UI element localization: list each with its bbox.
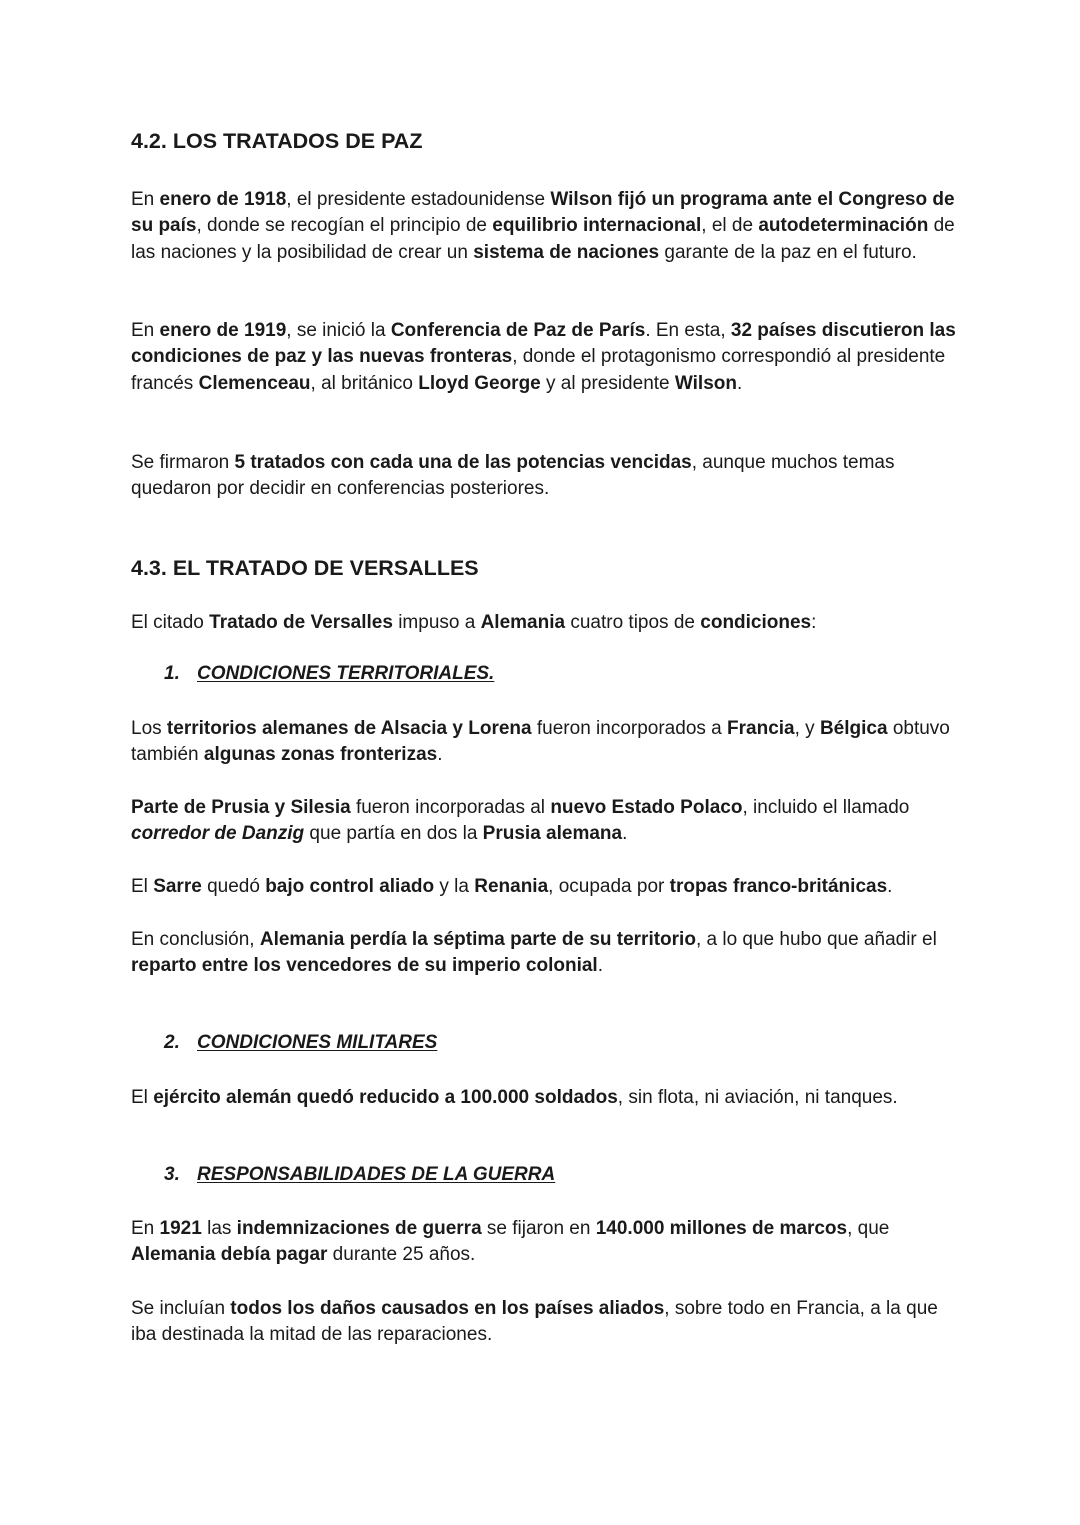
emphasis-text: corredor de Danzig: [131, 823, 305, 845]
paragraph-conferencia-paris: En enero de 1919, se inició la Conferencia de Paz de París. En esta, 32 países discutieron las condiciones de paz y las nuevas fronteras, donde el protagonismo correspondió al presidente francés Clemenceau, al británico Lloyd George y al presidente Wilson.: [131, 320, 956, 394]
paragraph-versalles-intro: El citado Tratado de Versalles impuso a Alemania cuatro tipos de condiciones:: [131, 612, 817, 633]
emphasis-text: Tratado de Versalles: [209, 612, 393, 633]
emphasis-text: 5 tratados con cada una de las potencias vencidas: [234, 452, 692, 473]
emphasis-text: equilibrio internacional: [492, 215, 702, 237]
subheading-responsabilidades-guerra: [164, 1164, 555, 1186]
emphasis-text: 32 países discutieron las condiciones de paz y las nuevas fronteras: [131, 320, 956, 368]
emphasis-text: Lloyd George: [418, 372, 541, 394]
emphasis-text: Clemenceau: [198, 372, 311, 394]
emphasis-text: Wilson: [674, 372, 737, 394]
emphasis-text: Wilson fijó un programa ante el Congreso de su país: [131, 189, 955, 237]
paragraph-alsacia-lorena: Los territorios alemanes de Alsacia y Lorena fueron incorporados a Francia, y Bélgica obtuvo también algunas zonas fronterizas.: [131, 718, 950, 766]
paragraph-indemnizaciones: En 1921 las indemnizaciones de guerra se fijaron en 140.000 millones de marcos, que Alemania debía pagar durante 25 años.: [131, 1218, 890, 1266]
subheading-number: 3.: [164, 1164, 180, 1185]
paragraph-prusia-silesia: Parte de Prusia y Silesia fueron incorporadas al nuevo Estado Polaco, incluido el llamado corredor de Danzig que partía en dos la Prusia alemana.: [131, 797, 910, 845]
subheading-title: RESPONSABILIDADES DE LA GUERRA: [197, 1164, 556, 1185]
emphasis-text: condiciones: [700, 612, 812, 633]
emphasis-text: algunas zonas fronterizas: [203, 744, 438, 766]
emphasis-text: sistema de naciones: [473, 241, 660, 263]
emphasis-text: enero de 1918: [159, 189, 287, 210]
emphasis-text: Alemania: [480, 612, 566, 633]
emphasis-text: ejército alemán quedó reducido a 100.000 soldados: [153, 1087, 618, 1108]
subheading-title: CONDICIONES TERRITORIALES.: [197, 663, 495, 684]
emphasis-text: indemnizaciones de guerra: [236, 1218, 482, 1239]
paragraph-wilson-programa: En enero de 1918, el presidente estadounidense Wilson fijó un programa ante el Congreso de su país, donde se recogían el principio de equilibrio internacional, el de autodeterminación de las naciones y la posibilidad de crear un sistema de naciones garante de la paz en el futuro.: [131, 189, 955, 263]
emphasis-text: Alemania debía pagar: [131, 1244, 328, 1266]
subheading-number: 2.: [164, 1032, 180, 1053]
emphasis-text: Francia: [727, 718, 795, 739]
subheading-number: 1.: [164, 663, 180, 684]
emphasis-text: bajo control aliado: [265, 876, 435, 897]
emphasis-text: Bélgica: [819, 718, 888, 739]
emphasis-text: Conferencia de Paz de París: [390, 320, 646, 341]
emphasis-text: 1921: [159, 1218, 202, 1239]
section-heading-tratado-versalles: 4.3. EL TRATADO DE VERSALLES: [131, 556, 479, 580]
emphasis-text: Renania: [474, 876, 549, 897]
subheading-condiciones-territoriales: [164, 663, 494, 685]
section-heading-tratados-de-paz: 4.2. LOS TRATADOS DE PAZ: [131, 129, 423, 153]
emphasis-text: Sarre: [153, 876, 202, 897]
paragraph-ejercito-aleman: El ejército alemán quedó reducido a 100.000 soldados, sin flota, ni aviación, ni tanques.: [131, 1087, 898, 1108]
emphasis-text: tropas franco-británicas: [669, 876, 888, 897]
paragraph-conclusion-territorio: En conclusión, Alemania perdía la séptima parte de su territorio, a lo que hubo que añadir el reparto entre los vencedores de su imperio colonial.: [131, 929, 937, 977]
emphasis-text: Alemania perdía la séptima parte de su territorio: [259, 929, 696, 950]
emphasis-text: todos los daños causados en los países aliados: [230, 1298, 665, 1319]
emphasis-text: enero de 1919: [159, 320, 287, 341]
subheading-condiciones-militares: [164, 1032, 437, 1054]
paragraph-sarre-renania: El Sarre quedó bajo control aliado y la Renania, ocupada por tropas franco-británicas.: [131, 876, 893, 897]
paragraph-danos-aliados: Se incluían todos los daños causados en los países aliados, sobre todo en Francia, a la que iba destinada la mitad de las reparaciones.: [131, 1298, 938, 1346]
emphasis-text: reparto entre los vencedores de su imperio colonial: [131, 955, 598, 977]
subheading-title: CONDICIONES MILITARES: [197, 1032, 438, 1053]
emphasis-text: 140.000 millones de marcos: [595, 1218, 848, 1239]
paragraph-cinco-tratados: Se firmaron 5 tratados con cada una de las potencias vencidas, aunque muchos temas quedaron por decidir en conferencias posteriores.: [131, 452, 895, 500]
emphasis-text: Parte de Prusia y Silesia: [131, 797, 351, 818]
emphasis-text: territorios alemanes de Alsacia y Lorena: [166, 718, 532, 739]
emphasis-text: autodeterminación: [758, 215, 929, 237]
emphasis-text: nuevo Estado Polaco: [550, 797, 743, 818]
emphasis-text: Prusia alemana: [482, 823, 623, 845]
